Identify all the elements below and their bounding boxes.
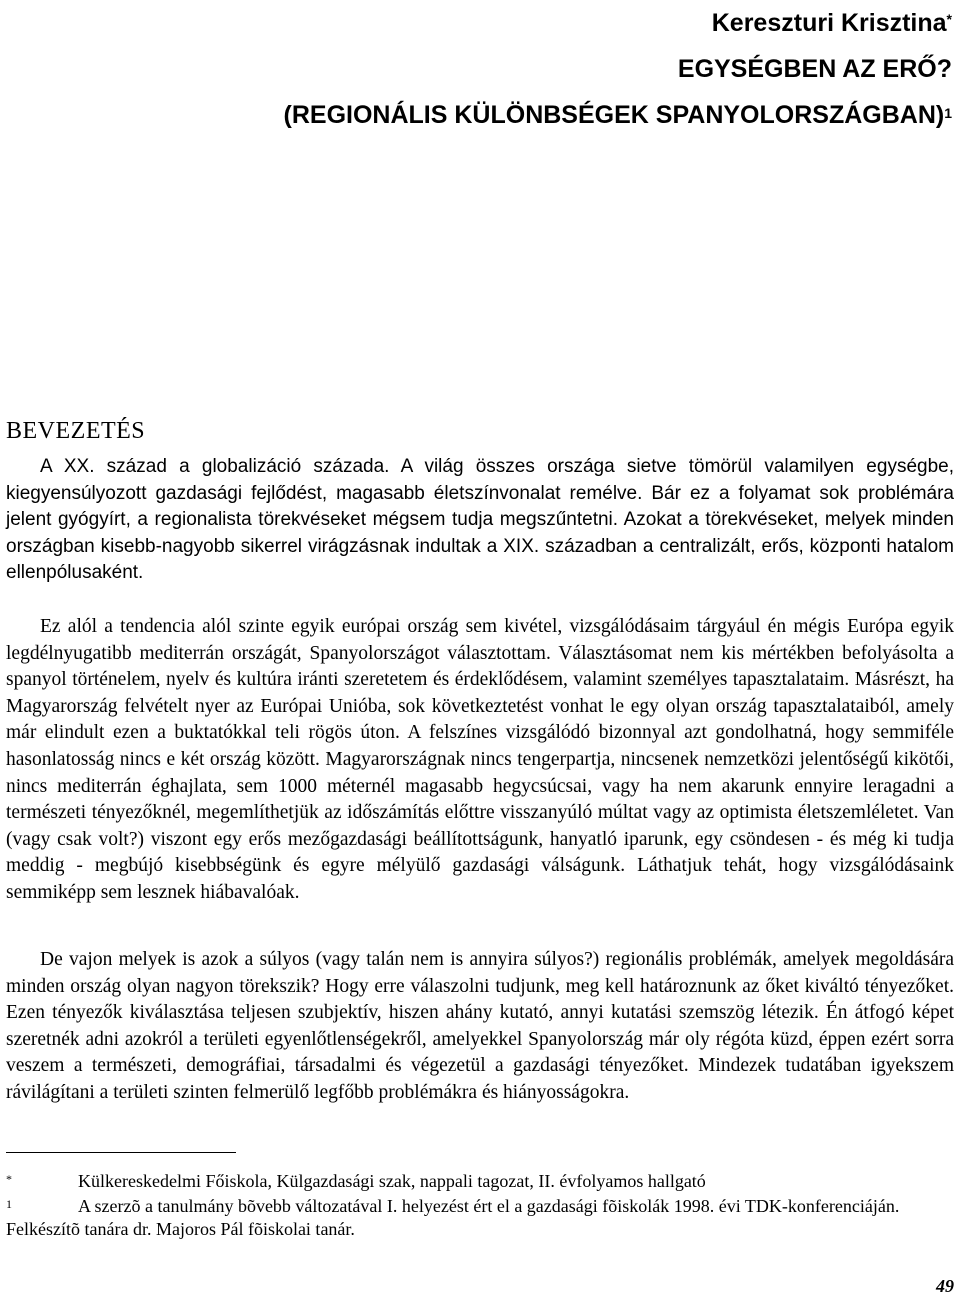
author-footnote-mark: * bbox=[946, 11, 952, 27]
title-footnote-mark: 1 bbox=[944, 105, 952, 121]
paragraph-1 bbox=[6, 454, 954, 587]
author-line bbox=[12, 0, 952, 46]
footnote-1-mark: * bbox=[6, 1172, 12, 1186]
article-header bbox=[12, 0, 952, 138]
paragraph-2-text: Ez alól a tendencia alól szinte egyik európai ország sem kivétel, vizsgálódásaim tárgyául én mégis Európa egyik legdélnyugatibb mediterrán országát, Spanyolországot választottam. Választásomat nem kis mértékben befolyásolta a spanyol történelem, nyelv és kultúra iránti szeretetem és érdeklődésem, valamint személyes tapasztalataim. Másrészt, ha Magyarország felvételt nyer az Európai Unióba, sok következtetést vonhat le egy olyan ország tapasztalataiból, amely már elindult ezen a buktatókkal teli rögös úton. A felszínes vizsgálódó bizonnyal azt gondolhatná, hogy semmiféle hasonlatosság nincs e két ország között. Magyarországnak nincs tengerpartja, nincsenek nemzetközi jelentőségű kikötői, nincs mediterrán éghajlata, sem 1000 méternél magasabb hegycsúcsai, vagy ha nem akarunk ennyire leragadni a természeti tényezőknél, megemlíthetjük az időszámítás előttre visszanyúló múltat vagy az optimista életszemléletet. Van (vagy csak volt?) viszont egy erős mezőgazdasági beállítottságunk, hanyatló iparunk, egy csöndesen - és még ki tudja meddig - megbújó kisebbségünk és egyre mélyülő gazdasági válságunk. Láthatjuk tehát, hogy vizsgálódásaink semmiképp sem lesznek hiábavalóak. bbox=[6, 616, 954, 903]
section-heading: BEVEZETÉS bbox=[6, 418, 146, 444]
paragraph-1-text: A XX. század a globalizáció százada. A világ összes országa sietve tömörül valamilyen egységbe, kiegyensúlyozott gazdasági fejlődést, magasabb életszínvonalat remélve. Bár ez a folyamat sok problémára jelent gyógyírt, a regionalista törekvéseket mégsem tudja megszűntetni. Azokat a törekvéseket, melyek minden országban kisebb-nagyobb sikerrel virágzásnak indultak a XIX. században a centralizált, erős, központi hatalom ellenpólusaként. bbox=[6, 456, 954, 583]
footnote-2-mark: 1 bbox=[6, 1197, 12, 1211]
paragraph-3 bbox=[6, 947, 954, 1107]
footnote-1 bbox=[6, 1170, 954, 1193]
title-line-2 bbox=[12, 92, 952, 138]
paragraph-2 bbox=[6, 614, 954, 907]
paragraph-3-text: De vajon melyek is azok a súlyos (vagy talán nem is annyira súlyos?) regionális problémák, amelyek megoldására minden ország olyan nagyon törekszik? Hogy erre válaszolni tudjunk, meg kell határoznunk az őket kiváltó tényezőket. Ezen tényezők kiválasztása teljesen szubjektív, hiszen ahány kutató, annyi kutatási szemszög létezik. Én átfogó képet szeretnék adni azokról a területi egyenlőtlenségekről, amelyekkel Spanyolország már oly régóta küzd, éppen ezért sorra veszem a természeti, demográfiai, társadalmi és végezetül a gazdasági tényezőket. Mindezek tudatában igyekszem rávilágítani a területi szinten felmerülő legfőbb problémákra és hiányosságokra. bbox=[6, 949, 954, 1103]
footnote-2-text: A szerzõ a tanulmány bõvebb változatával I. helyezést ért el a gazdasági fõiskolák 1998. évi TDK-konferenciáján. Felkészítõ tanára dr. Majoros Pál fõiskolai tanár. bbox=[6, 1196, 900, 1239]
footnote-1-text: Külkereskedelmi Főiskola, Külgazdasági szak, nappali tagozat, II. évfolyamos hallgató bbox=[78, 1171, 706, 1191]
title-line-2-text: (REGIONÁLIS KÜLÖNBSÉGEK SPANYOLORSZÁGBAN) bbox=[283, 101, 945, 129]
page-number: 49 bbox=[936, 1276, 954, 1296]
footnote-divider bbox=[6, 1152, 236, 1153]
footnote-2 bbox=[6, 1195, 954, 1241]
title-line-1: EGYSÉGBEN AZ ERŐ? bbox=[677, 55, 952, 83]
author-name: Kereszturi Krisztina bbox=[711, 9, 947, 37]
